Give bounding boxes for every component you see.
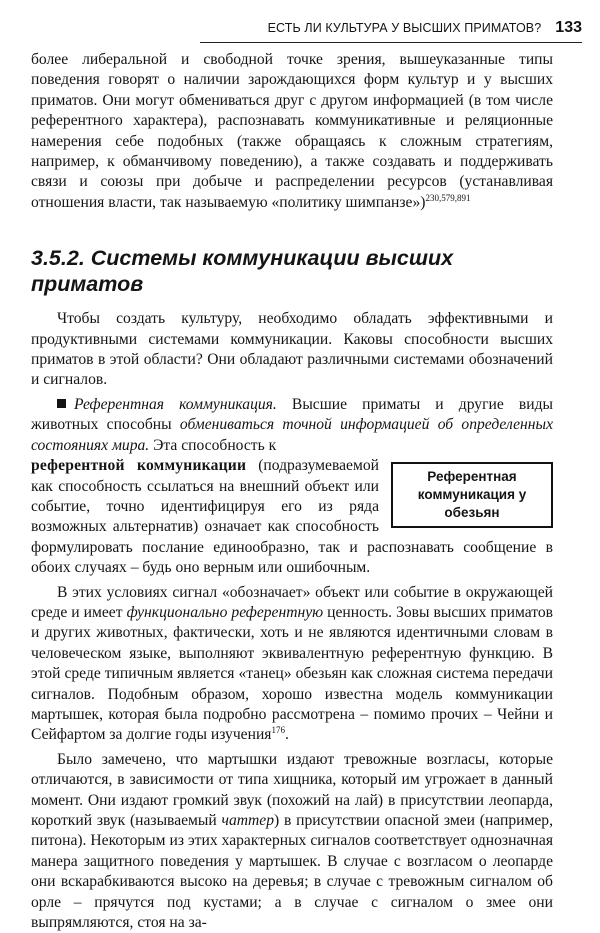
- paragraph-1: [31, 50, 553, 213]
- running-header: [200, 14, 582, 43]
- paragraph-5: [31, 750, 553, 933]
- paragraph-4: [31, 583, 553, 746]
- bullet-square-icon: [57, 399, 66, 408]
- paragraph-3-b: Эта способность к: [149, 436, 277, 454]
- paragraph-3-term: референтной коммуникации: [31, 457, 247, 475]
- paragraph-4-b: ценность. Зовы высших приматов и других животных, фактически, хоть и не являются идентичными словам в человеческом языке, выполняют эквивалентную референтную функцию. В этой среде типичным является «танец» обезьян как сложная система передачи сигналов. Подобным образом, хорошо известна модель коммуникации мартышек, которая была подробно рассмотрена – помимо прочих – Чейни и Сейфартом за долгие годы изучения: [31, 603, 553, 744]
- paragraph-3-emphasis: обмениваться точной информацией об определенных состояниях мира.: [31, 416, 554, 454]
- paragraph-5-a: Было замечено, что мартышки издают тревожные возгласы, которые отличаются, в зависимости от типа хищника, который им угрожает в данный момент. Они издают громкий звук (похожий на лай) в присутствии леопарда, короткий звук (называемый: [31, 750, 553, 829]
- citation-ref: 176: [271, 725, 285, 736]
- paragraph-3-lead: Референтная коммуникация.: [74, 395, 277, 413]
- margin-note-box: Референтная коммуникация у обезьян: [391, 462, 553, 528]
- paragraph-2: Чтобы создать культуру, необходимо обладать эффективными и продуктивными системами коммуникации. Каковы способности высших приматов в этой области? Они обладают различными системами обозначений и сигналов.: [31, 310, 553, 389]
- paragraph-4-c: .: [284, 726, 289, 744]
- paragraph-5-emphasis: чаттер: [221, 812, 274, 829]
- paragraph-4-a: В этих условиях сигнал «обозначает» объект или событие в окружающей среде и имеет: [31, 583, 553, 621]
- page-number: 133: [555, 19, 582, 36]
- paragraph-3-c: (подразумеваемой как способность ссылаться на внешний объект или событие, точно идентифицируя его из ряда возможных альтернатив) означает как способность формулировать послание единообразно, так и распознавать сообщение в обоих случаях – будь оно верным или ошибочным.: [31, 457, 553, 577]
- running-title: ЕСТЬ ЛИ КУЛЬТУРА У ВЫСШИХ ПРИМАТОВ?: [267, 21, 542, 35]
- citation-ref: 230,579,891: [425, 192, 471, 203]
- paragraph-4-emphasis: функционально референтную: [126, 603, 324, 621]
- paragraph-5-b: ) в присутствии опасной змеи (например, питона). Некоторым из этих характерных сигналов соответствует однозначная манера защитного поведения у мартышек. В случае с возгласом о леопарде они вскарабкиваются высоко на деревья; в случае с тревожным сигналом об орле – прячутся под кустами; а в случае с сигналом о змее они выпрямляются, стоя на за-: [31, 812, 553, 932]
- paragraph-1-text: более либеральной и свободной точке зрения, вышеуказанные типы поведения говорят о наличии зарождающихся форм культур и у высших приматов. Они могут обмениваться друг с другом информацией (в том числе референтного характера), распознавать коммуникативные и реляционные намерения себе подобных (также обращаясь к сложным стратегиям, например, к обманчивому поведению), а также создавать и поддерживать связи и союзы при добыче и распределении ресурсов (устанавливая отношения власти, так называемую «политику шимпанзе»): [31, 51, 553, 211]
- paragraph-3: [31, 395, 553, 456]
- paragraph-3-a: Высшие приматы и другие виды животных способны: [31, 395, 553, 434]
- page-body: [31, 50, 553, 933]
- section-title: 3.5.2. Системы коммуникации высших приматов: [31, 246, 454, 297]
